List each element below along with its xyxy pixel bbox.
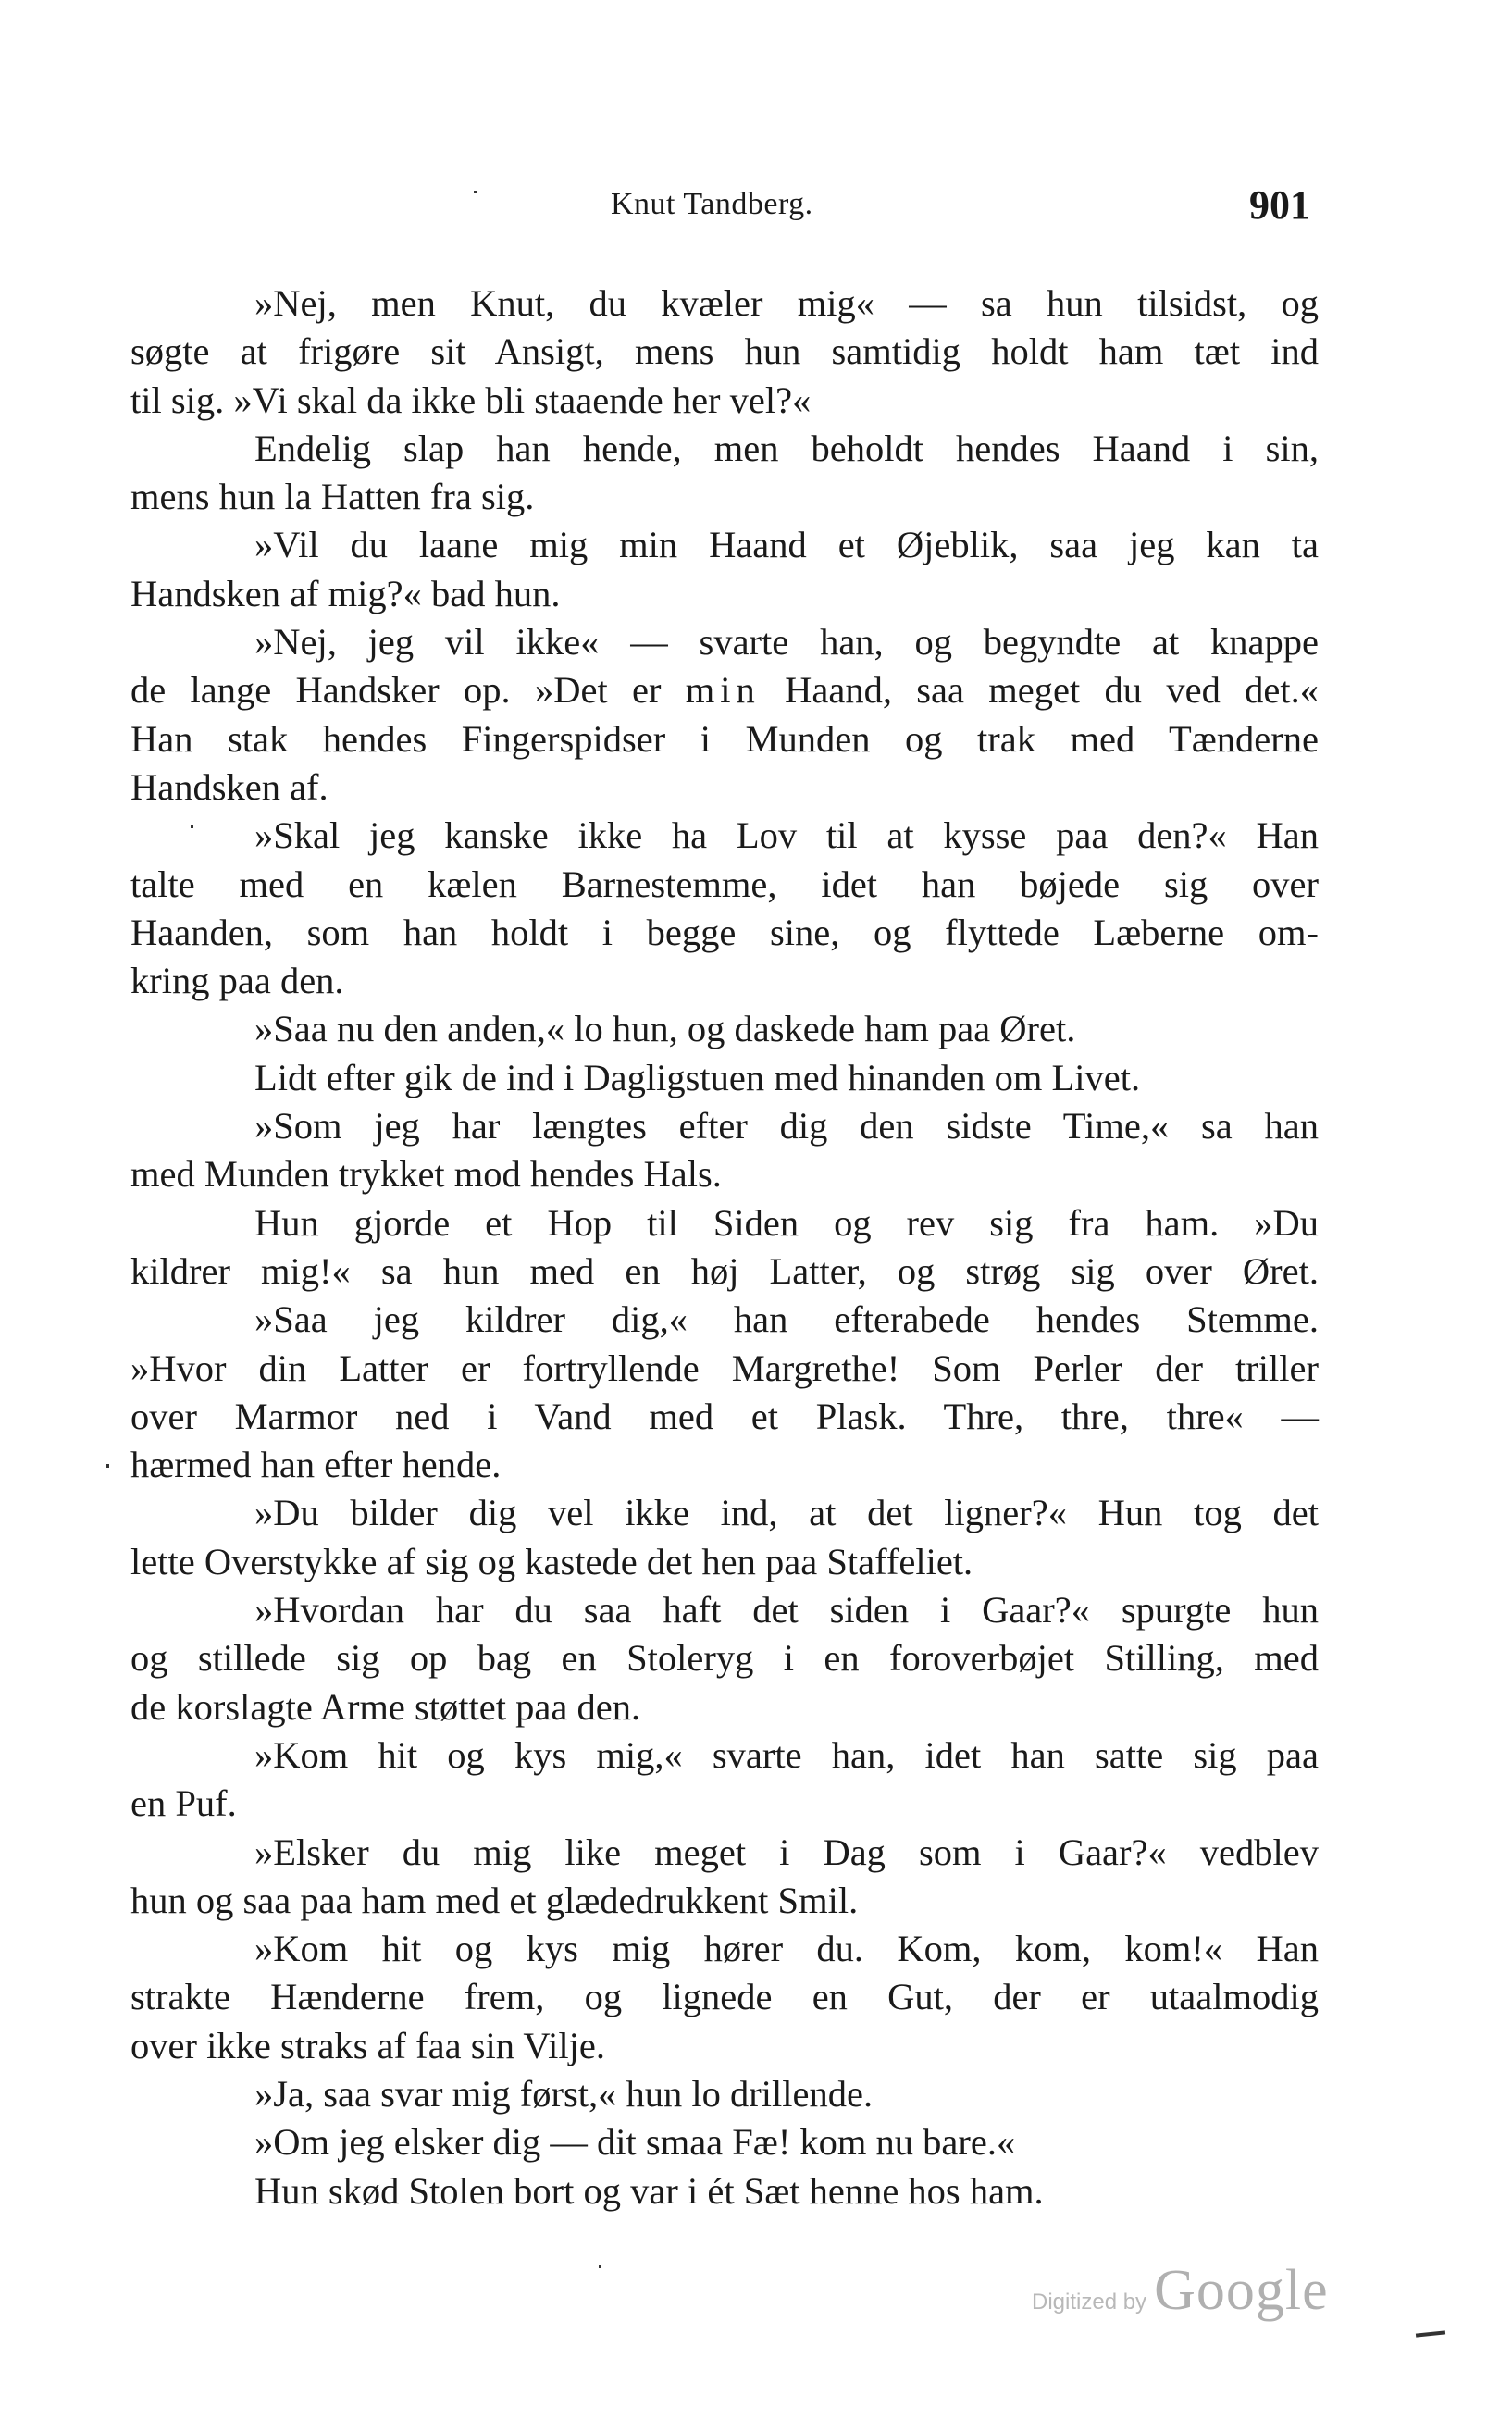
text-line: »Hvordan har du saa haft det siden i Gaar?« spurgte hun	[254, 1589, 1319, 1632]
text-line	[130, 666, 1319, 714]
text-line: »Nej, jeg vil ikke« — svarte han, og begyndte at knappe	[254, 621, 1319, 664]
text-line: til sig. »Vi skal da ikke bli staaende her vel?«	[130, 379, 812, 421]
text-line: »Om jeg elsker dig — dit smaa Fæ! kom nu bare.«	[254, 2121, 1016, 2164]
text-line: hærmed han efter hende.	[130, 1444, 502, 1486]
text-segment: Haand, saa meget du ved det.«	[760, 669, 1319, 712]
print-speck	[599, 2265, 601, 2268]
text-line: »Som jeg har længtes efter dig den sidste Time,« sa han	[254, 1105, 1319, 1148]
text-line: lette Overstykke af sig og kastede det hen paa Staffeliet.	[130, 1540, 973, 1582]
print-speck	[106, 1464, 109, 1468]
text-line: »Elsker du mig like meget i Dag som i Gaar?« vedblev	[254, 1831, 1319, 1873]
body-text	[130, 279, 1319, 2215]
google-logo: Google	[1154, 2259, 1329, 2322]
text-line: og stillede sig op bag en Stoleryg i en foroverbøjet Stilling, med	[130, 1637, 1319, 1680]
text-line: Lidt efter gik de ind i Dagligstuen med hinanden om Livet.	[254, 1056, 1141, 1098]
text-line: kring paa den.	[130, 960, 344, 1002]
text-line: Hun skød Stolen bort og var i ét Sæt henne hos ham.	[254, 2169, 1044, 2212]
text-line: mens hun la Hatten fra sig.	[130, 476, 535, 518]
emphasized-word: min	[685, 669, 761, 712]
digitized-by-label: Digitized by	[1032, 2290, 1147, 2315]
text-line: Handsken af.	[130, 765, 328, 808]
print-speck	[474, 191, 477, 193]
text-line: søgte at frigøre sit Ansigt, mens hun samtidig holdt ham tæt ind	[130, 330, 1319, 373]
text-line: med Munden trykket mod hendes Hals.	[130, 1153, 722, 1196]
text-line: »Ja, saa svar mig først,« hun lo drillende.	[254, 2072, 874, 2115]
text-line: Haanden, som han holdt i begge sine, og flyttede Læberne om-	[130, 911, 1319, 953]
page-number: 901	[1249, 182, 1310, 228]
text-line: de korslagte Arme støttet paa den.	[130, 1685, 641, 1728]
text-line: talte med en kælen Barnestemme, idet han bøjede sig over	[130, 863, 1319, 905]
text-line: Hun gjorde et Hop til Siden og rev sig fra ham. »Du	[254, 1201, 1319, 1244]
text-line: »Du bilder dig vel ikke ind, at det ligner?« Hun tog det	[254, 1492, 1319, 1534]
print-speck	[191, 825, 193, 828]
text-line: »Nej, men Knut, du kvæler mig« — sa hun tilsidst, og	[254, 282, 1319, 324]
text-line: Handsken af mig?« bad hun.	[130, 572, 561, 614]
text-line: strakte Hænderne frem, og lignede en Gut, der er utaalmodig	[130, 1976, 1319, 2018]
text-line: hun og saa paa ham med et glædedrukkent Smil.	[130, 1879, 859, 1921]
text-line: »Kom hit og kys mig,« svarte han, idet han satte sig paa	[254, 1733, 1319, 1776]
text-line: over Marmor ned i Vand med et Plask. Thre, thre, thre« —	[130, 1395, 1319, 1437]
text-line: »Vil du laane mig min Haand et Øjeblik, saa jeg kan ta	[254, 524, 1319, 566]
print-speck	[1416, 2330, 1445, 2337]
text-line: »Saa nu den anden,« lo hun, og daskede ham paa Øret.	[254, 1008, 1076, 1050]
text-line: »Hvor din Latter er fortryllende Margrethe! Som Perler der triller	[130, 1347, 1319, 1389]
text-line: over ikke straks af faa sin Vilje.	[130, 2024, 606, 2066]
digitization-watermark	[1032, 2258, 1329, 2324]
text-line: »Saa jeg kildrer dig,« han efterabede hendes Stemme.	[254, 1298, 1319, 1341]
text-line: Han stak hendes Fingerspidser i Munden og trak med Tænderne	[130, 717, 1319, 760]
text-line: »Kom hit og kys mig hører du. Kom, kom, kom!« Han	[254, 1928, 1319, 1970]
text-line: »Skal jeg kanske ikke ha Lov til at kysse paa den?« Han	[254, 814, 1319, 857]
text-line: Endelig slap han hende, men beholdt hendes Haand i sin,	[254, 427, 1319, 469]
text-line: kildrer mig!« sa hun med en høj Latter, og strøg sig over Øret.	[130, 1249, 1319, 1292]
text-line: en Puf.	[130, 1782, 237, 1825]
text-segment: de lange Handsker op. »Det er	[130, 669, 686, 712]
running-title: Knut Tandberg.	[611, 187, 813, 221]
